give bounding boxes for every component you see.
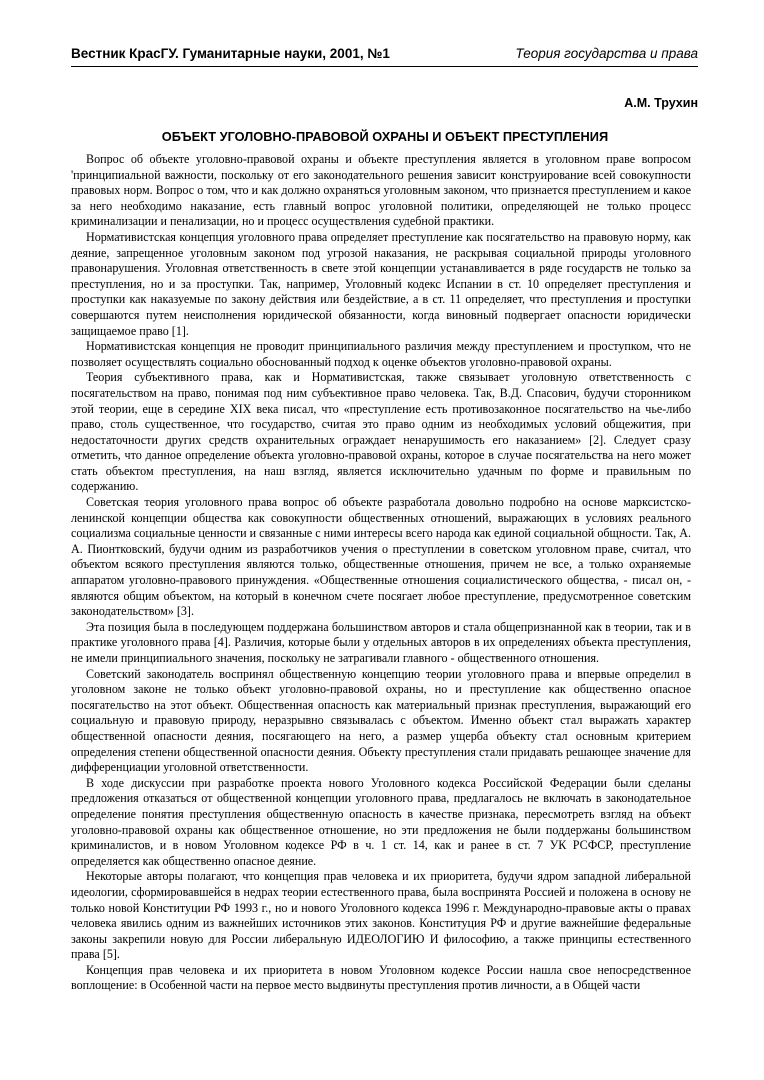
paragraph: Советский законодатель воспринял общественную концепцию теории уголовного права и впервые определил в уголовном законе не только объект уголовно-правовой охраны, но и преступление как общественно опасное посягательство на этот объект. Общественная опасность как материальный признак преступления, выражающий его социальную и правовую природу, неразрывно связывалась с объектом. Именно объект стал выражать характер общественной опасности деяния, посягающего на него, а размер ущерба объекту стал основным критерием определения степени общественной опасности деяния. Объекту преступления стали придавать решающее значение для дифференциации уголовной ответственности. — [71, 666, 691, 775]
running-header — [71, 40, 698, 68]
paragraph: Нормативистская концепция уголовного права определяет преступление как посягательство на правовую норму, как деяние, запрещенное уголовным законом под угрозой наказания, не раскрывая социальной природы уголовного правонарушения. Уголовная ответственность в свете этой концепции устанавливается в ряде государств не только за преступления, но и за проступки. Так, например, Уголовный кодекс Испании в ст. 10 определяет преступления и проступки как наказуемые по закону действия или бездействие, а в ст. 11 определяет, что преступления и проступки совершаются путем неисполнения юридической обязанности, когда виновный подвергает опасности юридически защищаемое право [1]. — [71, 229, 691, 338]
paragraph: Некоторые авторы полагают, что концепция прав человека и их приоритета, будучи ядром западной либеральной идеологии, сформировавшейся в недрах теории естественного права, была воспринята Россией и положена в основу не только новой Конституции РФ 1993 г., но и нового Уголовного кодекса 1996 г. Международно-правовые акты о правах человека явились одним из важнейших источников этих законов. Конституция РФ и другие важнейшие федеральные законы закрепили новую для России либеральную ИДЕОЛОГИЮ И философию, а также принципы естественного права [5]. — [71, 869, 691, 962]
header-divider — [71, 66, 698, 67]
article-body — [71, 152, 691, 994]
paragraph: Эта позиция была в последующем поддержана большинством авторов и стала общепризнанной как в теории, так и в практике уголовного права [4]. Различия, которые были у отдельных авторов в их определениях объекта преступления, не имели принципиального значения, поскольку не затрагивали главного - общественного отношения. — [71, 619, 691, 665]
paragraph: Вопрос об объекте уголовно-правовой охраны и объекте преступления является в уголовном праве вопросом 'принципиальной важности, поскольку от его законодательного решения зависит конструирование всей совокупности правовых норм. Вопрос о том, что и как должно охраняться уголовным законом, что признается преступлением и какое за него необходимо наказание, есть главный вопрос уголовной политики, определяющей не только процесс криминализации и пенализации, но и процесс осуществления судебной практики. — [71, 152, 691, 229]
section-name: Теория государства и права — [515, 46, 698, 61]
paragraph: Теория субъективного права, как и Нормативистская, также связывает уголовную ответственность с посягательством на право, понимая под ним субъективное право человека. Так, В.Д. Спасович, будучи сторонником этой теории, еще в середине XIX века писал, что «преступление есть противозаконное посягательство на чье-либо право, столь существенное, что государство, считая это право одним из необходимых условий общежития, при недостаточности других средств охранительных ограждает ненарушимость его наказанием» [2]. Следует сразу отметить, что данное определение объекта уголовно-правовой охраны, которое в случае посягательства на него может стать объектом преступления, на наш взгляд, является исключительно удачным по форме и правильным по содержанию. — [71, 370, 691, 494]
article-title: ОБЪЕКТ УГОЛОВНО-ПРАВОВОЙ ОХРАНЫ И ОБЪЕКТ ПРЕСТУПЛЕНИЯ — [161, 129, 609, 144]
paragraph: Нормативистская концепция не проводит принципиального различия между преступлением и проступком, что не позволяет осуществлять социально обоснованный подход к оценке объектов уголовно-правовой охраны. — [71, 339, 691, 369]
journal-name: Вестник КрасГУ. Гуманитарные науки, 2001, №1 — [71, 46, 390, 61]
paragraph: В ходе дискуссии при разработке проекта нового Уголовного кодекса Российской Федерации были сделаны предложения отказаться от общественной концепции уголовного права, предлагалось не включать в законодательное определение понятия преступления общественную опасность в качестве признака, пересмотреть взгляд на объект уголовно-правовой охраны как общественное отношение, но эти предложения не были поддержаны большинством криминалистов, и в новом Уголовном кодексе РФ в ч. 1 ст. 14, как и ранее в ст. 7 УК РСФСР, преступление определяется как общественно опасное деяние. — [71, 775, 691, 868]
paragraph: Советская теория уголовного права вопрос об объекте разработала довольно подробно на основе марксистско-ленинской концепции общества как совокупности общественных отношений, выражающих в условиях реального социализма социальные ценности и связанные с ними интересы всего народа как единой социальной общности. Так, А. А. Пионтковский, будучи одним из разработчиков учения о преступлении в советском уголовном праве, считал, что объектом всякого преступления являются только, общественные отношения, причем не все, а только охраняемые аппаратом уголовно-правового принуждения. «Общественные отношения социалистического общества, - писал он, - являются общим объектом, на который в конечном счете посягает любое преступление, предусмотренное советским законодательством» [3]. — [71, 495, 691, 619]
paragraph: Концепция прав человека и их приоритета в новом Уголовном кодексе России нашла свое непосредственное воплощение: в Особенной части на первое место выдвинуты преступления против личности, а в Общей части — [71, 962, 691, 993]
article-author: А.М. Трухин — [624, 96, 698, 110]
